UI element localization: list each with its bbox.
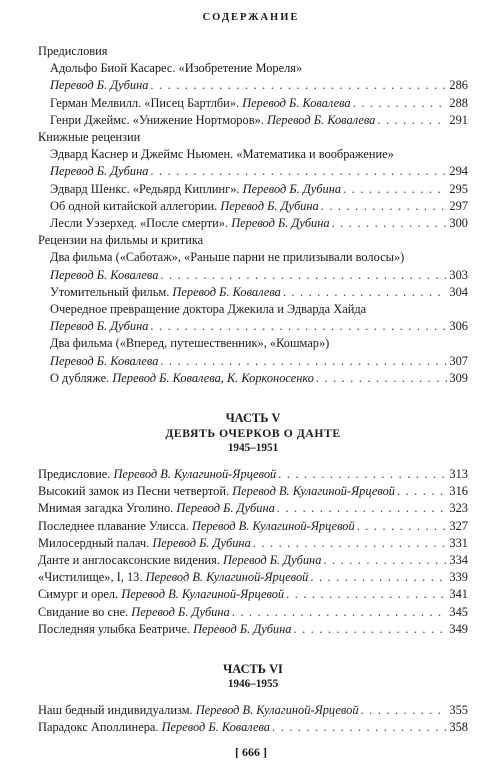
- dot-leader: [253, 535, 448, 552]
- dot-leader: [321, 198, 448, 215]
- dot-leader: [277, 500, 448, 517]
- toc-entry: [38, 215, 468, 232]
- toc-entry-page: 295: [449, 181, 468, 196]
- toc-entry-translator: Перевод Б. Дубина: [176, 501, 275, 516]
- toc-entry-page: 306: [449, 319, 468, 334]
- toc-entry-title: О дубляже.: [50, 370, 113, 385]
- toc-entry-text: [50, 353, 158, 370]
- toc-entry-page: 323: [449, 501, 468, 516]
- dot-leader: [361, 702, 448, 719]
- toc-entry: [38, 335, 468, 352]
- dot-leader: [397, 483, 447, 500]
- toc-entry-translator: Перевод Б. Дубина: [220, 198, 319, 213]
- toc-entry-text: [38, 129, 140, 146]
- toc-entry-translator: Перевод Б. Ковалева, К. Корконосенко: [112, 370, 314, 385]
- toc-entry-text: [38, 483, 395, 500]
- toc-entry-translator: Перевод Б. Ковалева: [50, 267, 159, 282]
- toc-entry-title: Генри Джеймс. «Унижение Нортморов».: [50, 112, 267, 127]
- toc-entry: [38, 249, 468, 266]
- toc-entry-text: [50, 318, 148, 335]
- toc-entry-page: 327: [449, 518, 468, 533]
- toc-entry-title: Рецензии на фильмы и критика: [38, 233, 204, 248]
- toc-entry-text: [38, 719, 270, 736]
- toc-entry-title: Эдвард Каснер и Джеймс Ньюмен. «Математика и воображение»: [50, 147, 394, 162]
- dot-leader: [272, 719, 447, 736]
- toc-entry-title: Утомительный фильм.: [50, 284, 173, 299]
- part-years: 1946–1955: [227, 678, 279, 691]
- toc-entry-text: [50, 181, 341, 198]
- toc-entry: [38, 621, 468, 638]
- toc-entry-translator: Перевод Б. Дубина: [242, 181, 342, 196]
- dot-leader: [160, 353, 447, 370]
- toc-entry: [38, 552, 468, 569]
- toc-entry-text: [38, 535, 251, 552]
- dot-leader: [377, 112, 447, 129]
- toc-entry-page: 316: [449, 484, 468, 499]
- toc-entry-translator: Перевод В. Кулагиной-Ярцевой: [121, 587, 285, 602]
- toc-entry-title: Последняя улыбка Беатриче.: [38, 621, 194, 636]
- toc-entry-text: [38, 518, 355, 535]
- dot-leader: [316, 370, 448, 387]
- dot-leader: [150, 318, 447, 335]
- toc-entry: [38, 232, 468, 249]
- toc-entry-text: [38, 604, 230, 621]
- toc-entry-translator: Перевод Б. Дубина: [50, 319, 149, 334]
- toc-entry-title: Свидание во сне.: [38, 604, 132, 619]
- toc-entry: [38, 370, 468, 387]
- toc-entry: [38, 318, 468, 335]
- toc-entry: [38, 586, 468, 603]
- toc-entry: [38, 719, 468, 736]
- dot-leader: [160, 267, 447, 284]
- toc-entry: [38, 198, 468, 215]
- toc-entry-text: [50, 249, 404, 266]
- dot-leader: [150, 77, 447, 94]
- toc-entry: [38, 129, 468, 146]
- dot-leader: [150, 163, 447, 180]
- toc-entry-text: [38, 43, 107, 60]
- toc-entry-page: 309: [449, 370, 468, 385]
- toc-entry-translator: Перевод В. Кулагиной-Ярцевой: [113, 467, 277, 482]
- part-title: ЧАСТЬ VI: [223, 662, 283, 677]
- toc-entry-page: 300: [449, 216, 468, 231]
- toc-entry: [38, 77, 468, 94]
- toc-entry-page: 331: [449, 535, 468, 550]
- toc-entry-title: Предисловия: [38, 44, 108, 58]
- toc-entry-translator: Перевод Б. Дубина: [50, 164, 149, 179]
- table-of-contents: [38, 43, 468, 737]
- toc-entry: [38, 95, 468, 112]
- toc-entry-translator: Перевод В. Кулагиной-Ярцевой: [195, 703, 359, 718]
- toc-entry-title: Парадокс Аполлинера.: [38, 720, 162, 735]
- toc-entry-page: 345: [449, 604, 468, 619]
- dot-leader: [286, 586, 447, 603]
- toc-entry-text: [50, 267, 158, 284]
- dot-leader: [232, 604, 448, 621]
- dot-leader: [353, 95, 448, 112]
- toc-entry-text: [38, 232, 203, 249]
- toc-entry-text: [38, 569, 308, 586]
- toc-entry: [38, 500, 468, 517]
- toc-entry-page: 288: [449, 95, 468, 110]
- toc-entry-page: 307: [449, 353, 468, 368]
- toc-entry-translator: Перевод Б. Дубина: [193, 621, 292, 636]
- toc-entry-text: [50, 95, 351, 112]
- toc-entry-translator: Перевод В. Кулагиной-Ярцевой: [145, 570, 309, 585]
- toc-entry-translator: Перевод Б. Ковалева: [242, 95, 351, 110]
- toc-entry-title: Наш бедный индивидуализм.: [38, 703, 196, 718]
- toc-entry-text: [38, 702, 359, 719]
- toc-entry-text: [50, 112, 375, 129]
- toc-entry: [38, 181, 468, 198]
- toc-entry-translator: Перевод Б. Дубина: [231, 216, 330, 231]
- toc-entry: [38, 112, 468, 129]
- toc-entry-translator: Перевод Б. Ковалева: [266, 112, 376, 127]
- toc-entry: [38, 569, 468, 586]
- toc-entry: [38, 43, 468, 60]
- dot-leader: [278, 466, 447, 483]
- toc-entry-page: 313: [449, 467, 468, 482]
- part-years: 1945–1951: [227, 442, 279, 455]
- toc-entry-text: [50, 60, 302, 77]
- toc-entry-title: Эдвард Шенкс. «Редьярд Киплинг».: [50, 181, 243, 196]
- toc-entry-title: Два фильма («Саботаж», «Раньше парни не прилизывали волосы»): [50, 250, 405, 265]
- toc-entry-page: 355: [449, 703, 468, 718]
- toc-entry-title: Симург и орел.: [38, 587, 122, 602]
- dot-leader: [310, 569, 447, 586]
- toc-entry-text: [38, 500, 275, 517]
- toc-entry-title: Герман Мелвилл. «Писец Бартлби».: [50, 95, 243, 110]
- toc-entry-page: 341: [449, 587, 468, 602]
- page-number: [ 666 ]: [235, 745, 267, 759]
- toc-entry-title: Адольфо Биой Касарес. «Изобретение Мореля»: [50, 61, 303, 76]
- toc-entry-text: [50, 301, 366, 318]
- toc-entry-page: 304: [449, 284, 468, 299]
- toc-entry-title: «Чистилище», I, 13.: [38, 570, 146, 585]
- toc-entry-text: [50, 335, 329, 352]
- dot-leader: [323, 552, 447, 569]
- toc-entry-text: [50, 215, 330, 232]
- toc-entry-text: [38, 621, 291, 638]
- toc-entry-translator: Перевод Б. Дубина: [222, 553, 322, 568]
- toc-entry-text: [50, 163, 148, 180]
- toc-entry-title: Последнее плавание Улисса.: [38, 518, 192, 533]
- toc-entry: [38, 301, 468, 318]
- part-heading: [38, 662, 468, 692]
- toc-entry: [38, 466, 468, 483]
- toc-entry-page: 294: [449, 164, 468, 179]
- toc-entry: [38, 535, 468, 552]
- toc-entry-translator: Перевод Б. Ковалева: [161, 720, 270, 735]
- toc-entry: [38, 267, 468, 284]
- toc-entry-title: Лесли Уэзерхед. «После смерти».: [50, 216, 232, 231]
- toc-entry-page: 286: [449, 78, 468, 93]
- toc-entry-text: [50, 284, 281, 301]
- toc-entry-text: [38, 586, 284, 603]
- toc-entry-translator: Перевод Б. Дубина: [50, 78, 149, 93]
- part-subtitle: ДЕВЯТЬ ОЧЕРКОВ О ДАНТЕ: [165, 427, 341, 441]
- toc-entry-page: 303: [449, 267, 468, 282]
- toc-entry-title: Милосердный палач.: [38, 535, 153, 550]
- toc-entry: [38, 60, 468, 77]
- toc-entry-translator: Перевод Б. Дубина: [131, 604, 230, 619]
- toc-entry-title: Очередное превращение доктора Джекила и Эдварда Хайда: [50, 302, 367, 317]
- toc-entry-page: 349: [449, 621, 468, 636]
- toc-entry-page: 358: [449, 720, 468, 735]
- toc-entry-translator: Перевод В. Кулагиной-Ярцевой: [232, 484, 395, 499]
- toc-entry-translator: Перевод Б. Ковалева: [172, 284, 281, 299]
- toc-entry-page: 297: [449, 198, 468, 213]
- toc-entry-title: Высокий замок из Песни четвертой.: [38, 484, 233, 499]
- dot-leader: [343, 181, 447, 198]
- toc-entry-translator: Перевод Б. Ковалева: [50, 353, 159, 368]
- toc-entry-translator: Перевод В. Кулагиной-Ярцевой: [191, 518, 355, 533]
- dot-leader: [293, 621, 447, 638]
- toc-entry-text: [38, 466, 276, 483]
- toc-entry-title: Два фильма («Вперед, путешественник», «Кошмар»): [50, 336, 330, 351]
- toc-entry: [38, 702, 468, 719]
- dot-leader: [283, 284, 448, 301]
- toc-entry-page: 339: [449, 570, 468, 585]
- toc-entry-text: [38, 552, 321, 569]
- toc-entry: [38, 518, 468, 535]
- dot-leader: [332, 215, 448, 232]
- toc-entry: [38, 353, 468, 370]
- toc-entry-title: Предисловие.: [38, 467, 114, 482]
- toc-entry: [38, 163, 468, 180]
- toc-entry: [38, 604, 468, 621]
- toc-entry-title: Об одной китайской аллегории.: [50, 198, 221, 213]
- toc-entry-title: Мнимая загадка Уголино.: [38, 501, 177, 516]
- toc-entry-text: [50, 370, 314, 387]
- toc-entry-translator: Перевод Б. Дубина: [152, 535, 251, 550]
- toc-entry: [38, 483, 468, 500]
- dot-leader: [357, 518, 448, 535]
- toc-entry: [38, 146, 468, 163]
- toc-entry-page: 291: [449, 112, 468, 127]
- toc-entry-text: [50, 198, 319, 215]
- toc-entry-page: 334: [449, 553, 468, 568]
- toc-entry-title: Книжные рецензии: [38, 130, 141, 145]
- toc-entry-text: [50, 77, 148, 94]
- toc-entry: [38, 284, 468, 301]
- part-heading: [38, 411, 468, 456]
- toc-entry-title: Данте и англосаксонские видения.: [38, 553, 223, 568]
- part-title: ЧАСТЬ V: [225, 411, 281, 426]
- toc-entry-text: [50, 146, 394, 163]
- running-head: СОДЕРЖАНИЕ: [202, 12, 300, 23]
